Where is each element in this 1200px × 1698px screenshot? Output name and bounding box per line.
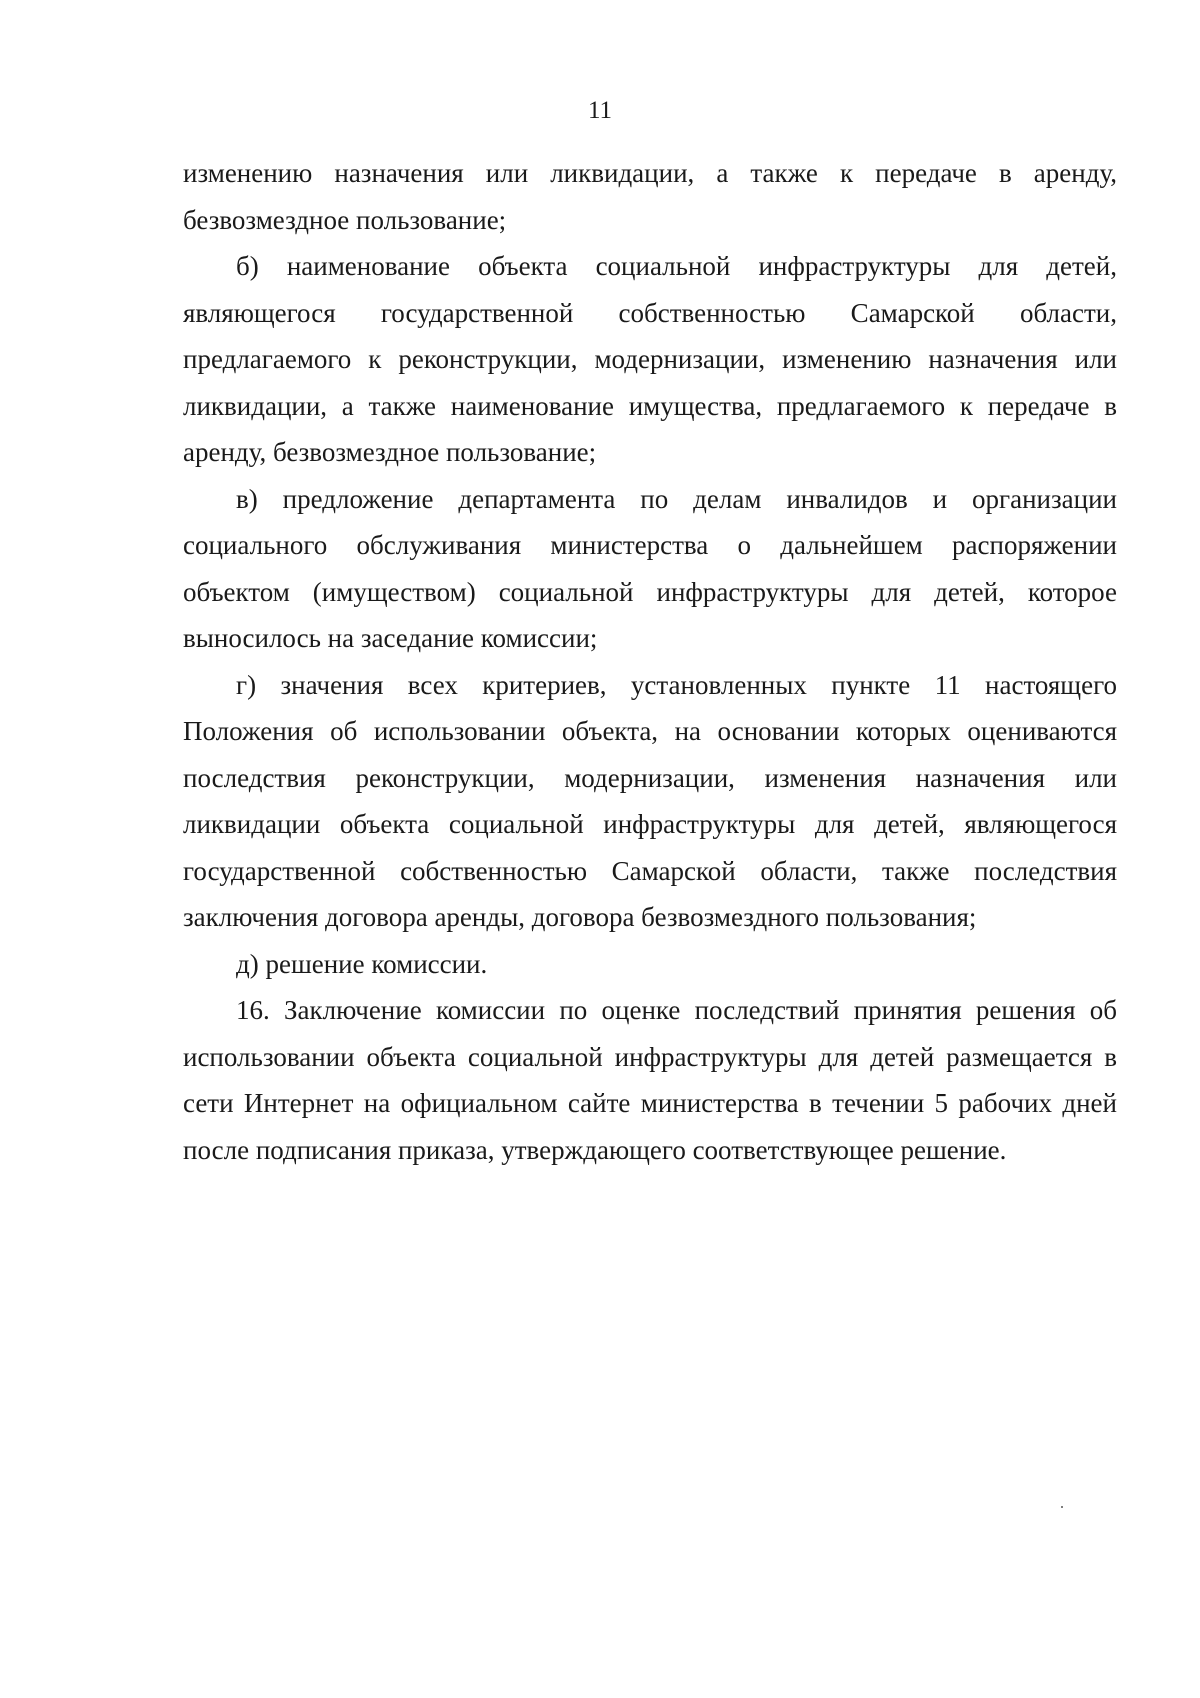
paragraph-item-d: д) решение комиссии. bbox=[236, 948, 488, 979]
page-number: 11 bbox=[587, 97, 613, 124]
paragraph-item-v: в) предложение департамента по делам инвалидов и организации социального обслуживания министерства о дальнейшем распоряжении объектом (имуществом) социальной инфраструктуры для детей, которое выносилось на заседание комиссии; bbox=[183, 483, 1117, 653]
paragraph-item-b: б) наименование объекта социальной инфраструктуры для детей, являющегося государственной собственностью Самарской области, предлагаемого к реконструкции, модернизации, изменению назначения или ликвидации, а также наименование имущества, предлагаемого к передаче в аренду, безвозмездное пользование; bbox=[183, 251, 1117, 467]
paragraph-clause-16: 16. Заключение комиссии по оценке последствий принятия решения об использовании объекта социальной инфраструктуры для детей размещается в сети Интернет на официальном сайте министерства в течении 5 рабочих дней после подписания приказа, утверждающего соответствующее решение. bbox=[183, 995, 1117, 1165]
paragraph-item-g: г) значения всех критериев, установленных пункте 11 настоящего Положения об использовании объекта, на основании которых оцениваются последствия реконструкции, модернизации, изменения назначения или ликвидации объекта социальной инфраструктуры для детей, являющегося государственной собственностью Самарской области, также последствия заключения договора аренды, договора безвозмездного пользования; bbox=[183, 669, 1117, 932]
scan-speck bbox=[1061, 1506, 1063, 1508]
document-body bbox=[183, 150, 1117, 1173]
paragraph-continuation: изменению назначения или ликвидации, а также к передаче в аренду, безвозмездное пользование; bbox=[183, 158, 1117, 235]
